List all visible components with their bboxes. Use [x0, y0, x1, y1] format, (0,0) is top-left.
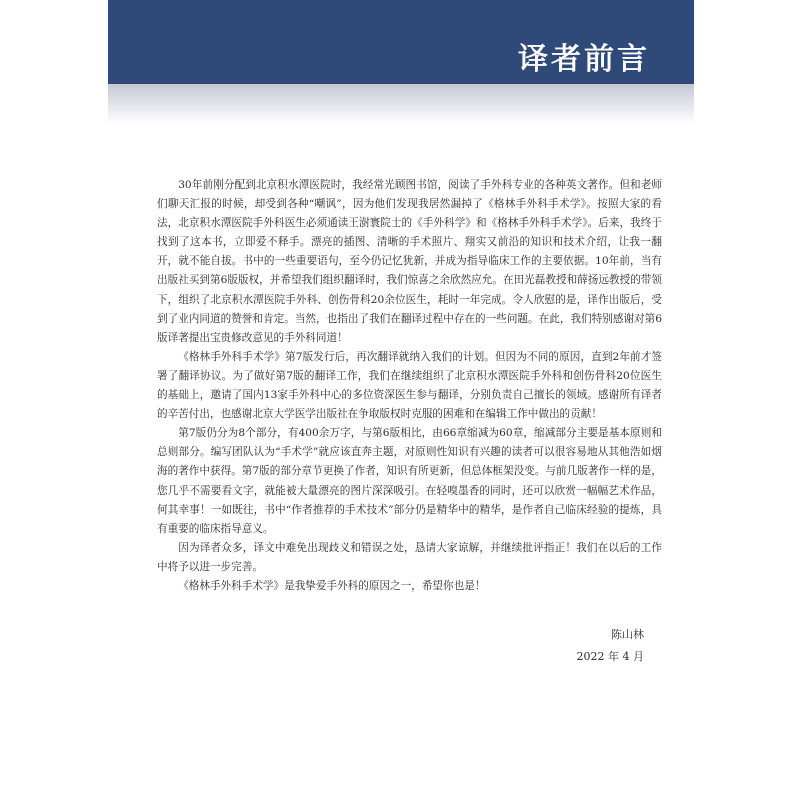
- header-gradient: [108, 84, 694, 124]
- preface-paragraph-1: 30年前刚分配到北京积水潭医院时，我经常光顾图书馆，阅读了手外科专业的各种英文著作。但和老师们聊天汇报的时候，却受到各种“嘲讽”，因为他们发现我居然漏掉了《格林手外科手术学》。按照大家的看法，北京积水潭医院手外科医生必须通读王澍寰院士的《手外科学》和《格林手外科手术学》。后来，我终于找到了这本书，立即爱不释手。漂亮的插图、清晰的手术照片、翔实又前沿的知识和技术介绍，让我一翻开，就不能自拔。书中的一些重要语句，至今仍记忆犹新，并成为指导临床工作的主要依据。10年前，当有出版社买到第6版版权，并希望我们组织翻译时，我们惊喜之余欣然应允。在田光磊教授和薛扬远教授的带领下，组织了北京积水潭医院手外科、创伤骨科20余位医生，耗时一年完成。令人欣慰的是，译作出版后，受到了业内同道的赞誉和肯定。当然，也指出了我们在翻译过程中存在的一些问题。在此，我们特别感谢对第6版译著提出宝贵修改意见的手外科同道！: [157, 179, 662, 344]
- signature-date: 2022 年 4 月: [576, 650, 644, 663]
- signature-block: [577, 624, 644, 668]
- preface-paragraph-3: 第7版仍分为8个部分，有400余万字，与第6版相比，由66章缩减为60章，缩减部分主要是基本原则和总则部分。编写团队认为“手术学”就应该直奔主题，对原则性知识有兴趣的读者可以很容易地从其他浩如烟海的著作中获得。第7版的部分章节更换了作者，知识有所更新，但总体框架没变。与前几版著作一样的是，您几乎不需要看文字，就能被大量漂亮的图片深深吸引。在轻嗅墨香的同时，还可以欣赏一幅幅艺术作品，何其幸事！一如既往，书中“作者推荐的手术技术”部分仍是精华中的精华，是作者自己临床经验的提炼，具有重要的临床指导意义。: [157, 427, 662, 535]
- page-title: 译者前言: [518, 42, 650, 77]
- preface-paragraph-2: 《格林手外科手术学》第7版发行后，再次翻译就纳入我们的计划。但因为不同的原因，直到2年前才签署了翻译协议。为了做好第7版的翻译工作，我们在继续组织了北京积水潭医院手外科和创伤骨科20位医生的基础上，邀请了国内13家手外科中心的多位资深医生参与翻译，分别负责自己擅长的领域。感谢所有译者的辛苦付出，也感谢北京大学医学出版社在争取版权时克服的困难和在编辑工作中做出的贡献！: [157, 350, 662, 421]
- preface-paragraph-5: 《格林手外科手术学》是我挚爱手外科的原因之一，希望你也是！: [178, 579, 486, 592]
- author-name: 陈山林: [611, 628, 644, 641]
- preface-body: [157, 176, 662, 596]
- preface-paragraph-4: 因为译者众多，译文中难免出现歧义和错误之处，恳请大家谅解，并继续批评指正！我们在以后的工作中将予以进一步完善。: [157, 541, 662, 573]
- header-banner: [108, 0, 694, 84]
